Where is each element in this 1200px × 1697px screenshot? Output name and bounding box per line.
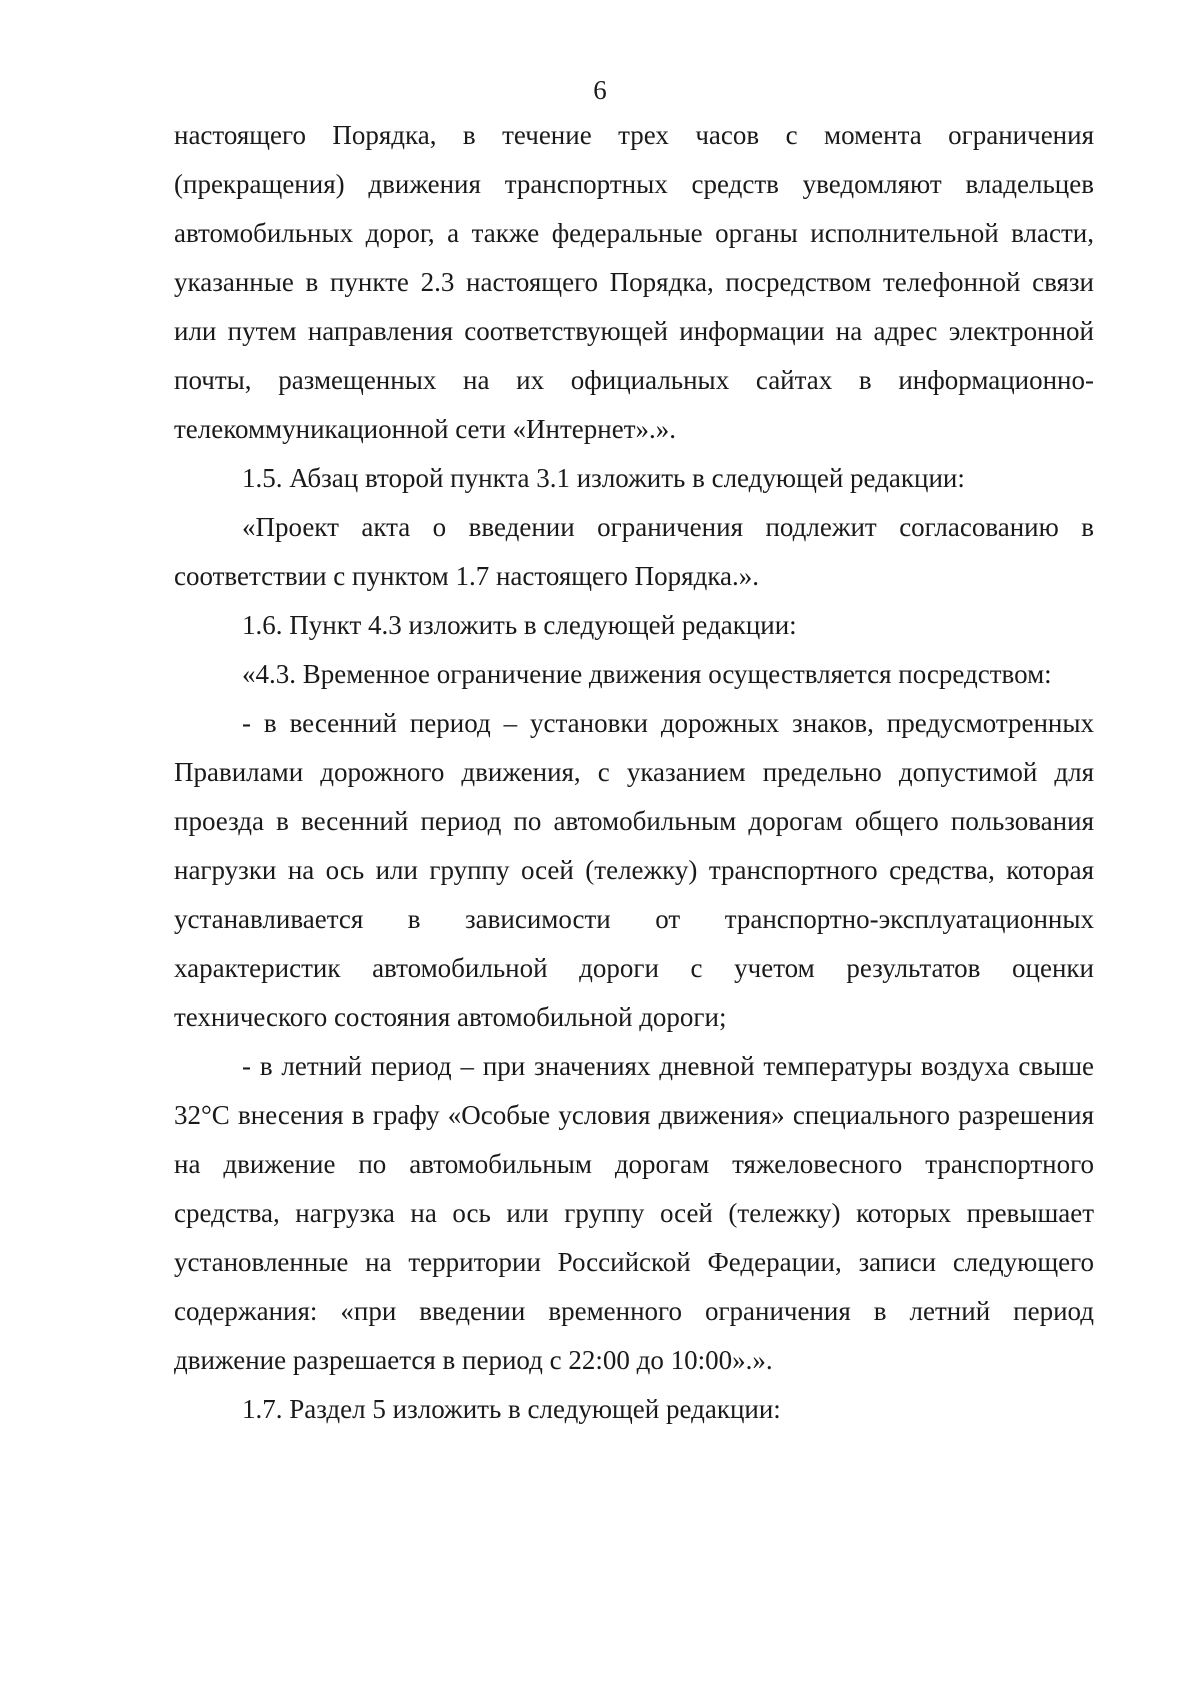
paragraph-quote-project-act: «Проект акта о введении ограничения подлежит согласованию в соответствии с пунктом 1.7 настоящего Порядка.». <box>174 512 1094 591</box>
paragraph-item-1-7: 1.7. Раздел 5 изложить в следующей редакции: <box>242 1394 781 1424</box>
paragraph-item-1-6: 1.6. Пункт 4.3 изложить в следующей редакции: <box>242 610 797 640</box>
paragraph-spring-period: - в весенний период – установки дорожных знаков, предусмотренных Правилами дорожного движения, с указанием предельно допустимой для проезда в весенний период по автомобильным дорогам общего пользования нагрузки на ось или группу осей (тележку) транспортного средства, которая устанавливается в зависимости от транспортно-эксплуатационных характеристик автомобильной дороги с учетом результатов оценки технического состояния автомобильной дороги; <box>174 708 1094 1032</box>
document-body <box>174 111 1094 1434</box>
page-number: 6 <box>593 75 607 105</box>
paragraph-summer-period: - в летний период – при значениях дневной температуры воздуха свыше 32°С внесения в графу «Особые условия движения» специального разрешения на движение по автомобильным дорогам тяжеловесного транспортного средства, нагрузка на ось или группу осей (тележку) которых превышает установленные на территории Российской Федерации, записи следующего содержания: «при введении временного ограничения в летний период движение разрешается в период с 22:00 до 10:00».». <box>174 1051 1094 1375</box>
paragraph-continuation: настоящего Порядка, в течение трех часов с момента ограничения (прекращения) движения транспортных средств уведомляют владельцев автомобильных дорог, а также федеральные органы исполнительной власти, указанные в пункте 2.3 настоящего Порядка, посредством телефонной связи или путем направления соответствующей информации на адрес электронной почты, размещенных на их официальных сайтах в информационно-телекоммуникационной сети «Интернет».». <box>174 120 1094 444</box>
paragraph-item-1-5: 1.5. Абзац второй пункта 3.1 изложить в следующей редакции: <box>242 463 965 493</box>
paragraph-quote-4-3: «4.3. Временное ограничение движения осуществляется посредством: <box>242 659 1052 689</box>
